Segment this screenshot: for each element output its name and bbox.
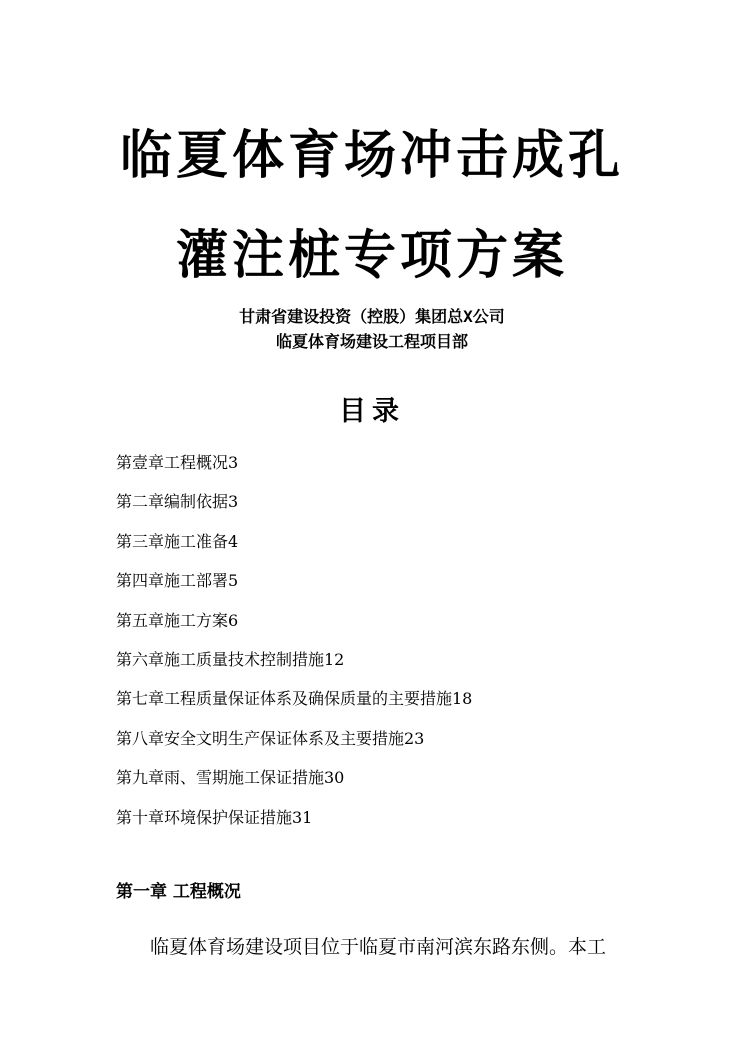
toc-heading: 目录 <box>339 396 405 427</box>
toc-item[interactable]: 第二章编制依据3 <box>116 492 239 512</box>
toc-item[interactable]: 第五章施工方案6 <box>116 610 239 630</box>
table-of-contents <box>116 452 472 846</box>
organization-name: 甘肃省建设投资（控股）集团总X公司 <box>239 307 505 326</box>
toc-item[interactable]: 第六章施工质量技术控制措施12 <box>116 649 345 669</box>
toc-item[interactable]: 第七章工程质量保证体系及确保质量的主要措施18 <box>116 689 473 709</box>
toc-item[interactable]: 第三章施工准备4 <box>116 531 239 551</box>
toc-item[interactable]: 第八章安全文明生产保证体系及主要措施23 <box>116 728 425 748</box>
toc-item[interactable]: 第十章环境保护保证措施31 <box>116 807 313 827</box>
toc-item[interactable]: 第四章施工部署5 <box>116 571 239 591</box>
toc-item[interactable]: 第九章雨、雪期施工保证措施30 <box>116 768 345 788</box>
document-title-line-1: 临夏体育场冲击成孔 <box>119 126 624 186</box>
chapter-1-paragraph: 临夏体育场建设项目位于临夏市南河滨东路东侧。本工 <box>150 936 607 958</box>
chapter-1-heading: 第一章 工程概况 <box>116 882 241 902</box>
project-department-name: 临夏体育场建设工程项目部 <box>275 332 468 351</box>
document-title-line-2: 灌注桩专项方案 <box>175 226 568 286</box>
toc-item[interactable]: 第壹章工程概况3 <box>116 453 239 472</box>
